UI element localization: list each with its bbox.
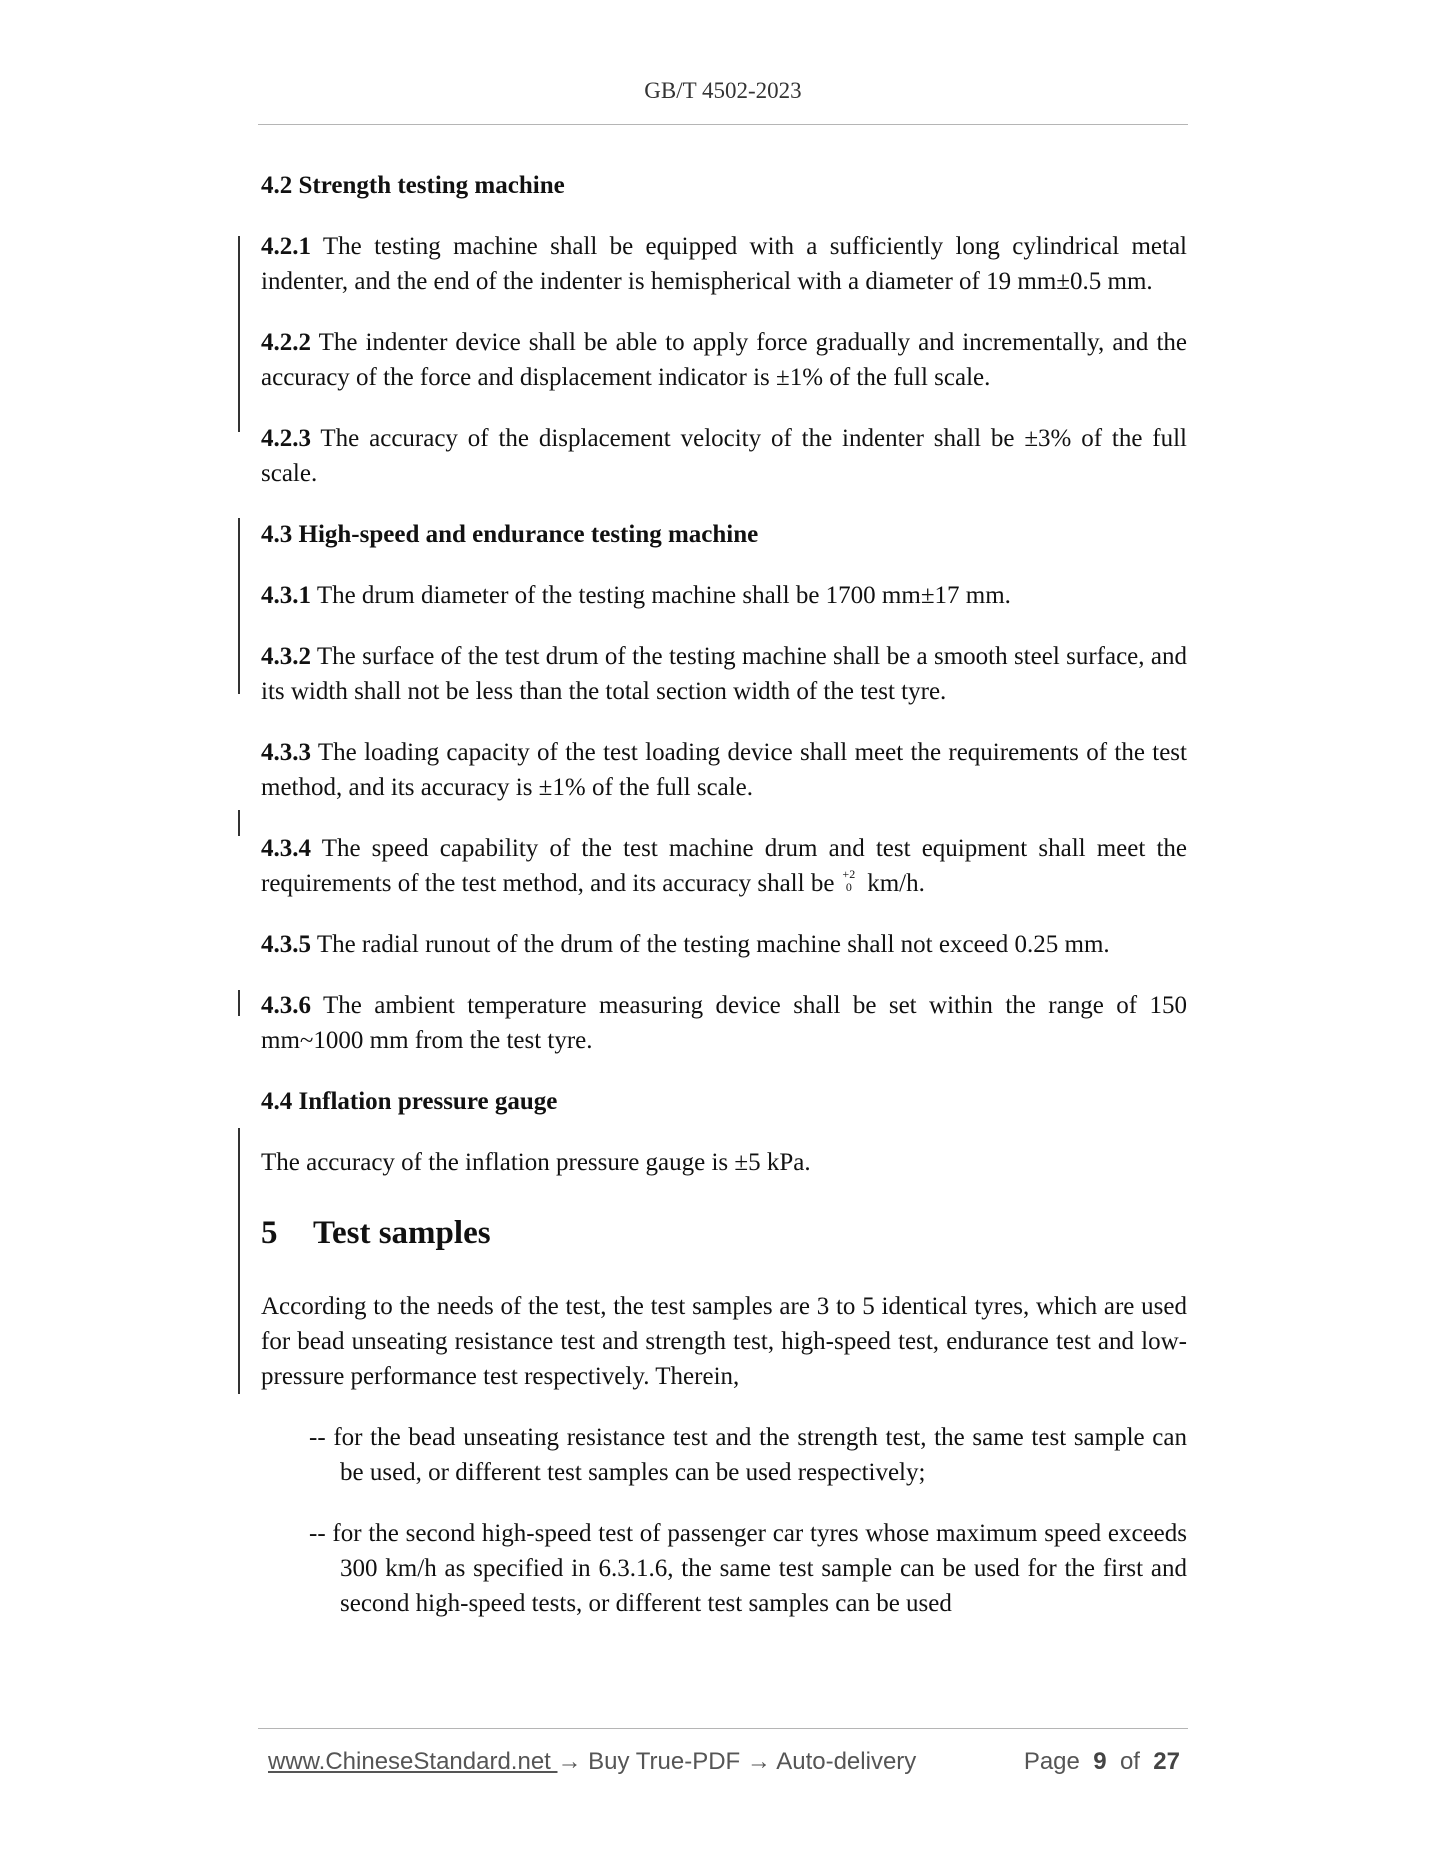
page-footer [268, 1748, 1180, 1776]
document-header: GB/T 4502-2023 [644, 78, 802, 103]
tolerance-lower: 0 [845, 880, 852, 895]
clause-4-2-2 [261, 325, 1187, 395]
tolerance-upper: +2 [842, 867, 856, 882]
buy-pdf-text: Buy True-PDF [581, 1748, 747, 1775]
clause-number: 4.3.1 [261, 582, 311, 609]
revision-bar [238, 518, 240, 694]
site-link[interactable]: www.ChineseStandard.net [268, 1748, 558, 1775]
clause-text: The loading capacity of the test loading device shall meet the requirements of the test method, and its accuracy is ±1% of the full scale. [261, 739, 1187, 801]
clause-4-3-6 [261, 988, 1187, 1058]
clause-4-3-3 [261, 735, 1187, 805]
revision-bar [238, 810, 240, 836]
page-label: Page [1023, 1748, 1080, 1775]
arrow-icon: → [746, 1748, 771, 1775]
clause-number: 4.3.2 [261, 643, 311, 670]
auto-delivery-text: Auto-delivery [770, 1748, 917, 1775]
clause-text: The drum diameter of the testing machine shall be 1700 mm±17 mm. [316, 582, 1011, 609]
page-current: 9 [1093, 1748, 1107, 1775]
clause-number: 4.2.2 [261, 329, 311, 356]
clause-4-3-2 [261, 639, 1187, 709]
clause-number: 4.3.6 [261, 992, 311, 1019]
clause-4-3-4 [261, 831, 1187, 901]
clause-text: The indenter device shall be able to apply force gradually and incrementally, and the accuracy of the force and displacement indicator is ±1% of the full scale. [261, 329, 1187, 391]
page-of: of [1119, 1748, 1140, 1775]
revision-bar [238, 236, 240, 432]
clause-text: The accuracy of the displacement velocity of the indenter shall be ±3% of the full scale. [261, 425, 1187, 487]
clause-4-3-1 [261, 578, 1187, 613]
tolerance-fraction [842, 868, 855, 894]
clause-number: 4.3.4 [261, 835, 311, 862]
clause-number: 4.3.5 [261, 931, 311, 958]
clause-4-2-1 [261, 229, 1187, 299]
clause-4-4-text: The accuracy of the inflation pressure gauge is ±5 kPa. [261, 1149, 811, 1176]
section-heading-4-3: 4.3 High-speed and endurance testing machine [261, 521, 759, 548]
clause-4-3-5 [261, 927, 1187, 962]
clause-text: The testing machine shall be equipped with a sufficiently long cylindrical metal indenter, and the end of the indenter is hemispherical with a diameter of 19 mm±0.5 mm. [261, 233, 1187, 295]
clause-number: 4.2.3 [261, 425, 311, 452]
list-item: -- for the bead unseating resistance test and the strength test, the same test sample can be used, or different test samples can be used respectively; [309, 1424, 1187, 1486]
clause-text: The speed capability of the test machine drum and test equipment shall meet the requirements of the test method, and its accuracy shall be [261, 835, 1187, 897]
chapter-number: 5 [261, 1215, 278, 1251]
document-body [261, 168, 1187, 1647]
clause-number: 4.3.3 [261, 739, 311, 766]
arrow-icon: → [557, 1748, 582, 1775]
page-indicator [1024, 1748, 1180, 1776]
section-heading-4-4: 4.4 Inflation pressure gauge [261, 1088, 558, 1115]
clause-text: The surface of the test drum of the testing machine shall be a smooth steel surface, and its width shall not be less than the total section width of the test tyre. [261, 643, 1187, 705]
footer-divider [258, 1728, 1188, 1729]
chapter-title: Test samples [313, 1215, 491, 1251]
page-total: 27 [1153, 1748, 1180, 1775]
section-heading-4-2: 4.2 Strength testing machine [261, 172, 565, 199]
revision-bar [238, 1128, 240, 1394]
clause-unit: km/h. [867, 870, 925, 897]
clause-text: The ambient temperature measuring device shall be set within the range of 150 mm~1000 mm from the test tyre. [261, 992, 1187, 1054]
list-item: -- for the second high-speed test of passenger car tyres whose maximum speed exceeds 300 km/h as specified in 6.3.1.6, the same test sample can be used for the first and second high-speed tests, or different test samples can be used [309, 1520, 1187, 1617]
chapter-heading-5 [261, 1213, 1187, 1253]
clause-number: 4.2.1 [261, 233, 311, 260]
revision-bar [238, 990, 240, 1016]
header-divider [258, 124, 1188, 125]
clause-text: The radial runout of the drum of the testing machine shall not exceed 0.25 mm. [316, 931, 1110, 958]
section-5-intro: According to the needs of the test, the test samples are 3 to 5 identical tyres, which are used for bead unseating resistance test and strength test, high-speed test, endurance test and low-pressure performance test respectively. Therein, [261, 1293, 1187, 1390]
clause-4-2-3 [261, 421, 1187, 491]
